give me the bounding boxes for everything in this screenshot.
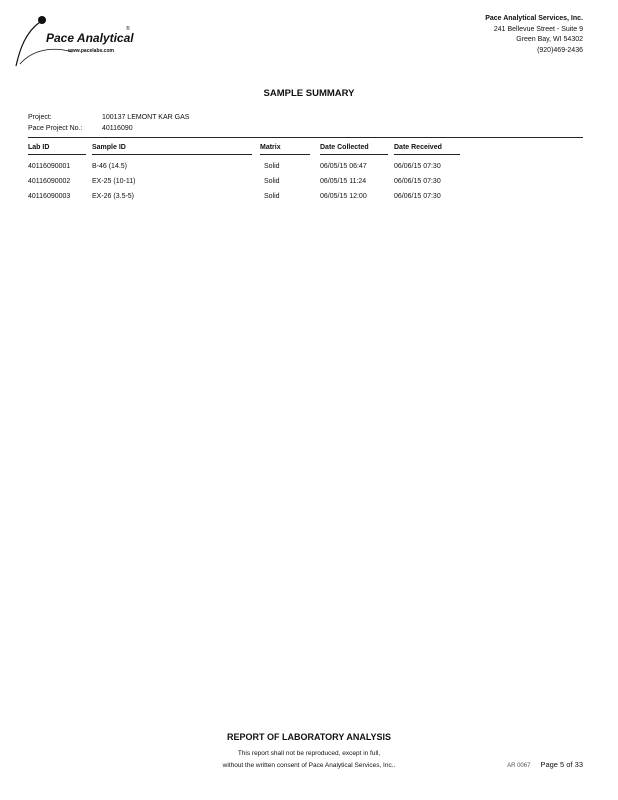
company-address-line2: Green Bay, WI 54302 [516,36,583,43]
cell-date-collected: 06/05/15 11:24 [320,178,367,185]
column-header-sample-id: Sample ID [92,144,260,159]
pace-project-row [28,124,189,135]
cell-sample-id: EX-25 (10-11) [92,178,136,185]
project-row [28,113,189,124]
project-info [28,113,189,134]
page-info [507,760,583,769]
table-row [28,159,464,174]
column-header-lab-id: Lab ID [28,144,92,159]
footer-notice-line1: This report shall not be reproduced, except in full, [237,750,381,757]
project-label: Project: [28,114,52,121]
company-phone: (920)469-2436 [537,46,583,54]
cell-date-received: 06/06/15 07:30 [394,193,441,200]
cell-lab-id: 40116090002 [28,178,71,185]
table-header-row [28,144,464,159]
column-header-matrix: Matrix [260,144,320,159]
svg-text:®: ® [126,26,130,32]
company-name: Pace Analytical Services, Inc. [485,15,583,22]
cell-date-received: 06/06/15 07:30 [394,163,441,170]
cell-sample-id: EX-26 (3.5-5) [92,193,135,200]
document-code: AR 0067 [507,763,531,769]
cell-lab-id: 40116090001 [28,163,71,170]
column-header-date-received: Date Received [394,144,464,159]
column-header-date-collected: Date Collected [320,144,394,159]
header-divider [28,137,583,138]
pace-project-value: 40116090 [102,124,133,132]
sample-summary-table [28,144,464,204]
footer-notice-line2: without the written consent of Pace Analytical Services, Inc.. [222,762,396,769]
project-value: 100137 LEMONT KAR GAS [102,114,190,121]
footer-title: REPORT OF LABORATORY ANALYSIS [226,732,392,742]
cell-date-received: 06/06/15 07:30 [394,178,441,185]
company-address-line1: 241 Bellevue Street - Suite 9 [493,25,583,33]
page-number: Page 5 of 33 [540,760,583,769]
cell-matrix: Solid [264,193,280,200]
pace-project-label: Pace Project No.: [28,124,83,132]
cell-matrix: Solid [264,163,280,170]
table-row [28,189,464,204]
cell-date-collected: 06/05/15 12:00 [320,193,367,200]
cell-lab-id: 40116090003 [28,193,71,200]
company-address-block [485,14,583,56]
page-title: SAMPLE SUMMARY [263,88,355,99]
logo-brand-text: Pace Analytical [46,31,134,45]
logo-website-text: www.pacelabs.com [68,48,114,54]
pace-analytical-logo [12,8,142,70]
cell-date-collected: 06/05/15 06:47 [320,163,367,170]
cell-sample-id: B-46 (14.5) [92,163,128,170]
cell-matrix: Solid [264,178,280,185]
table-row [28,174,464,189]
